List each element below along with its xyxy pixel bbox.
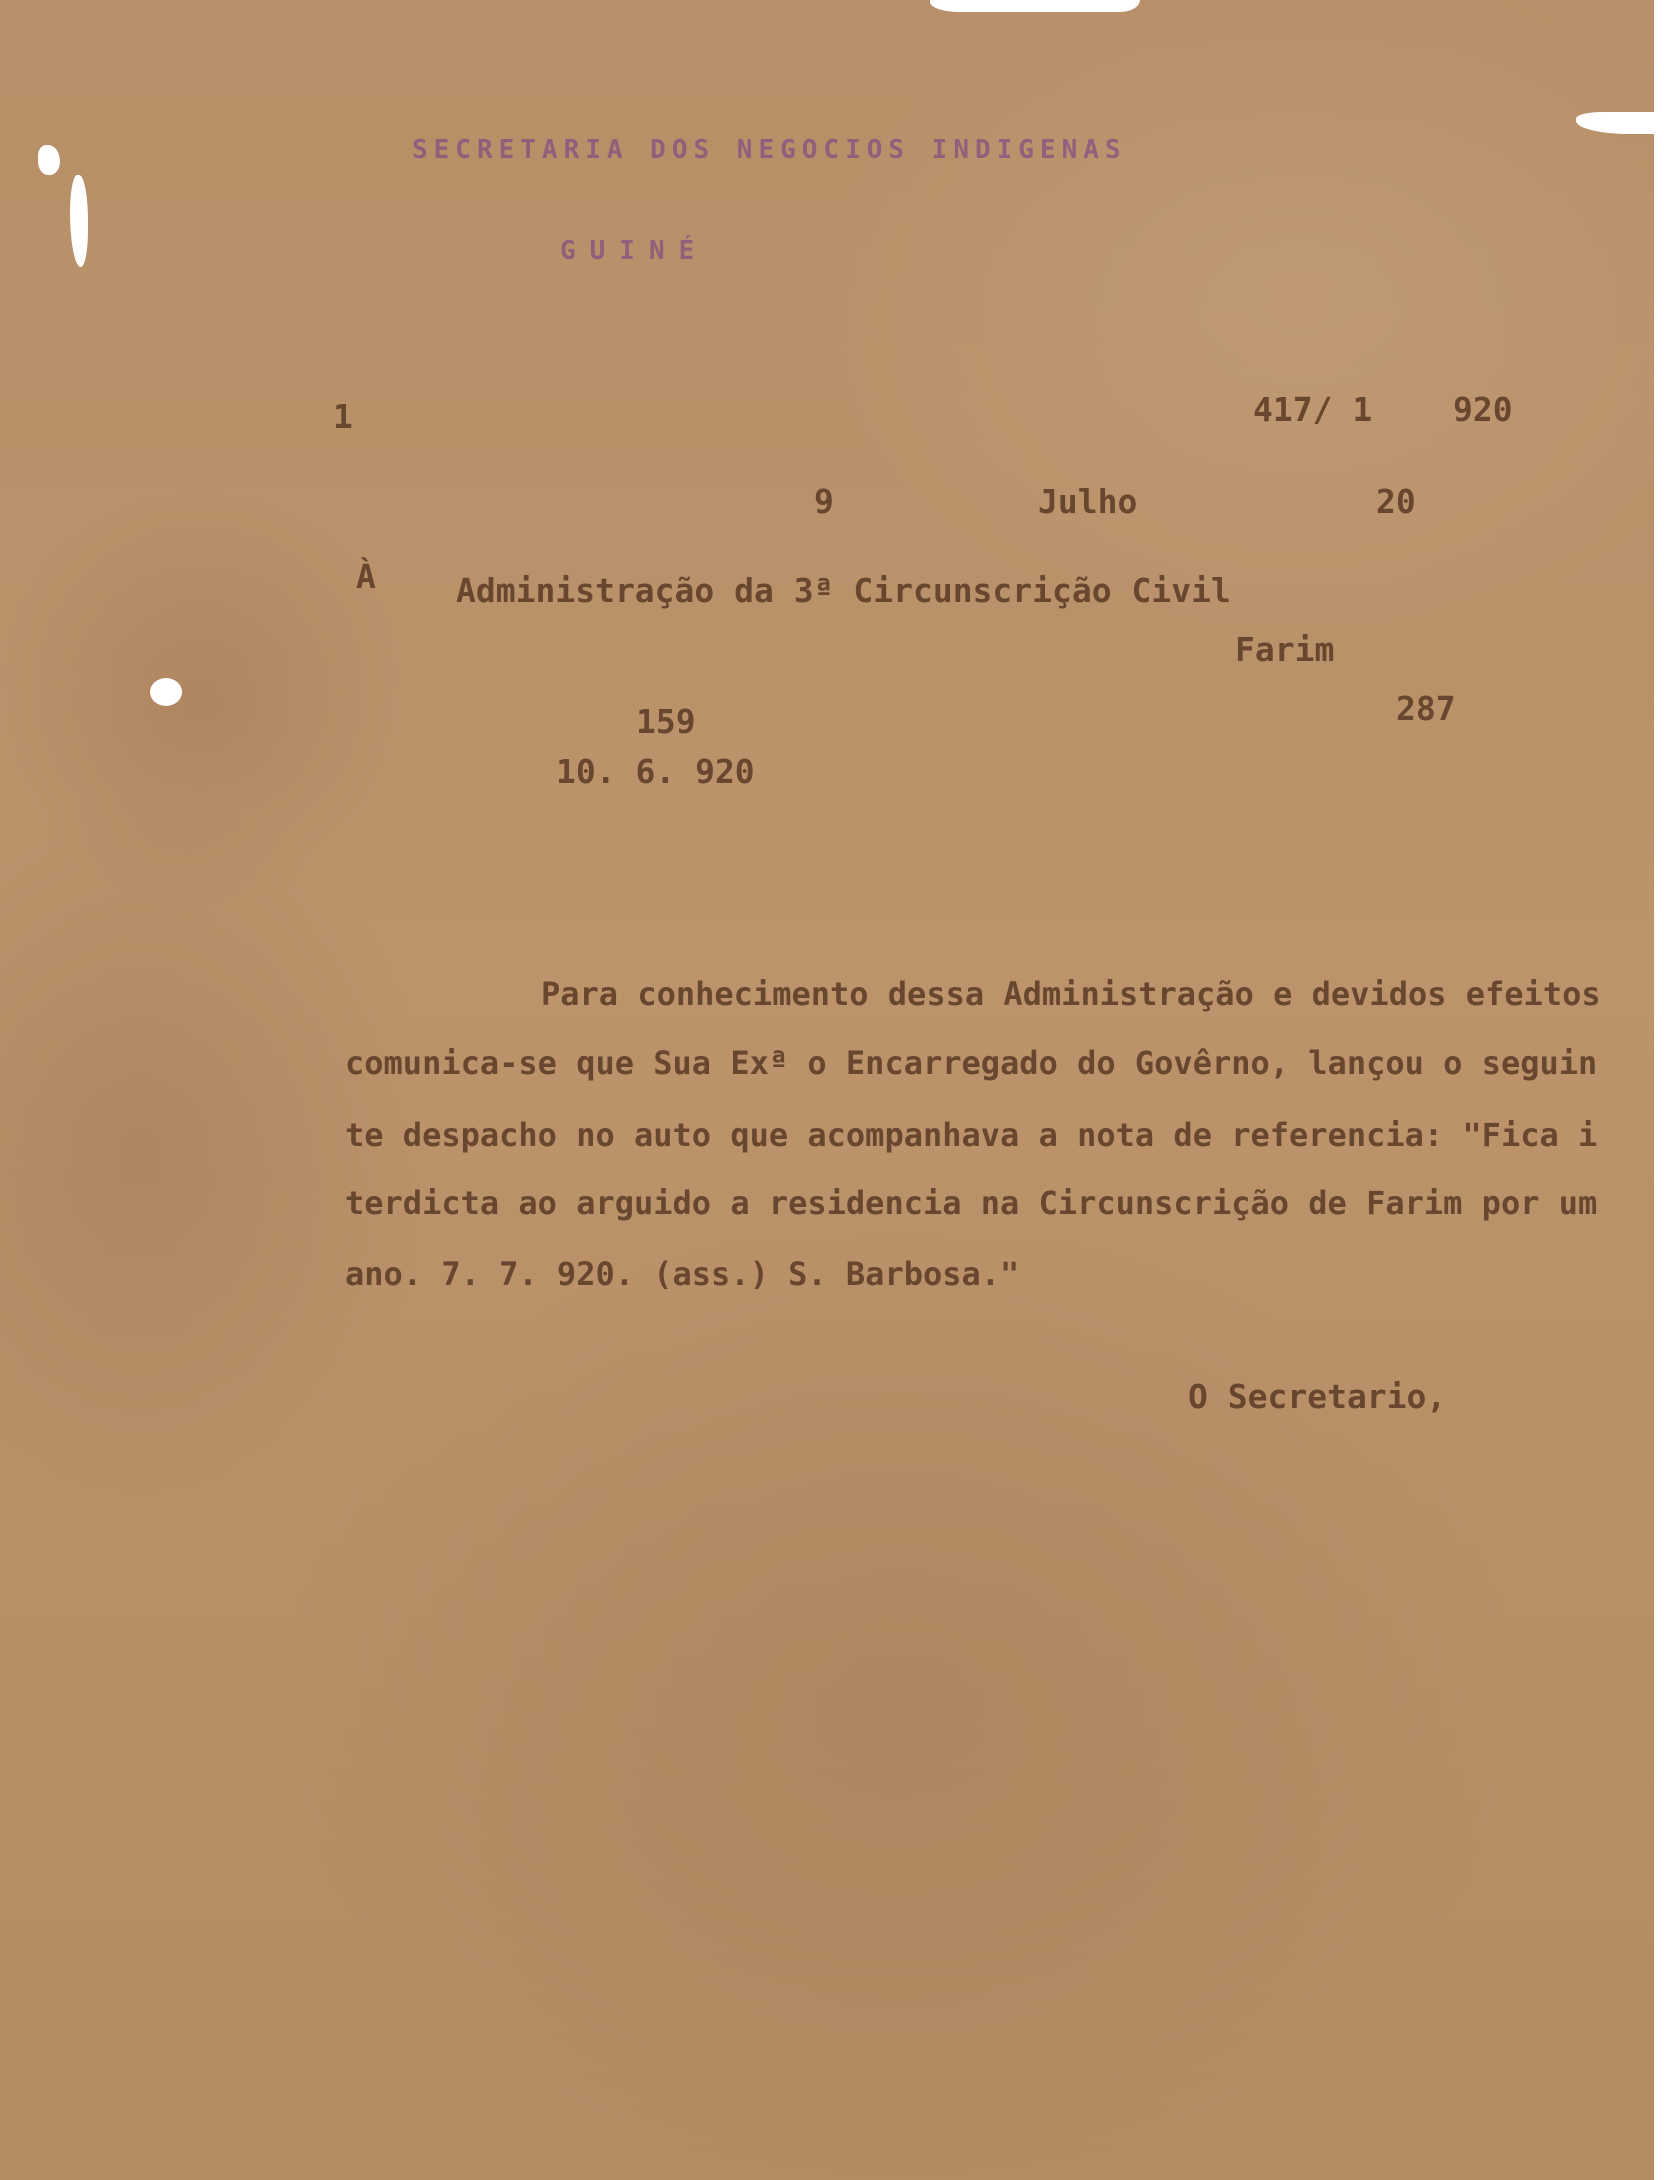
- punch-hole: [70, 175, 88, 267]
- office-header: SECRETARIA DOS NEGOCIOS INDIGENAS: [412, 135, 1127, 165]
- addressee-place: Farim: [1235, 630, 1335, 669]
- line-number: 1: [333, 397, 353, 436]
- corner-tear: [1576, 112, 1664, 134]
- note-code: 287: [1396, 689, 1456, 728]
- date-month: Julho: [1038, 482, 1138, 521]
- torn-top-edge: [930, 0, 1140, 12]
- addressee-prefix: À: [356, 557, 376, 596]
- page-right-edge: [1654, 0, 1664, 2180]
- date-year: 20: [1376, 482, 1416, 521]
- body-line: comunica-se que Sua Exª o Encarregado do Govêrno, lançou o seguin: [345, 1044, 1598, 1082]
- body-line: terdicta ao arguido a residencia na Circunscrição de Farim por um: [345, 1184, 1598, 1222]
- body-line: te despacho no auto que acompanhava a nota de referencia: "Fica i: [345, 1116, 1598, 1154]
- body-line: Para conhecimento dessa Administração e devidos efeitos: [541, 975, 1601, 1013]
- body-line: ano. 7. 7. 920. (ass.) S. Barbosa.": [345, 1255, 1020, 1293]
- date-day: 9: [814, 482, 834, 521]
- punch-hole: [150, 678, 182, 706]
- punch-hole: [38, 145, 60, 175]
- addressee-name: Administração da 3ª Circunscrição Civil: [456, 571, 1231, 610]
- note-number: 159: [636, 702, 696, 741]
- signature-line: O Secretario,: [1188, 1377, 1447, 1416]
- reference-year: 920: [1453, 390, 1513, 429]
- location-header: GUINÉ: [560, 236, 709, 266]
- note-date: 10. 6. 920: [556, 752, 755, 791]
- file-number: 417/ 1: [1253, 390, 1373, 429]
